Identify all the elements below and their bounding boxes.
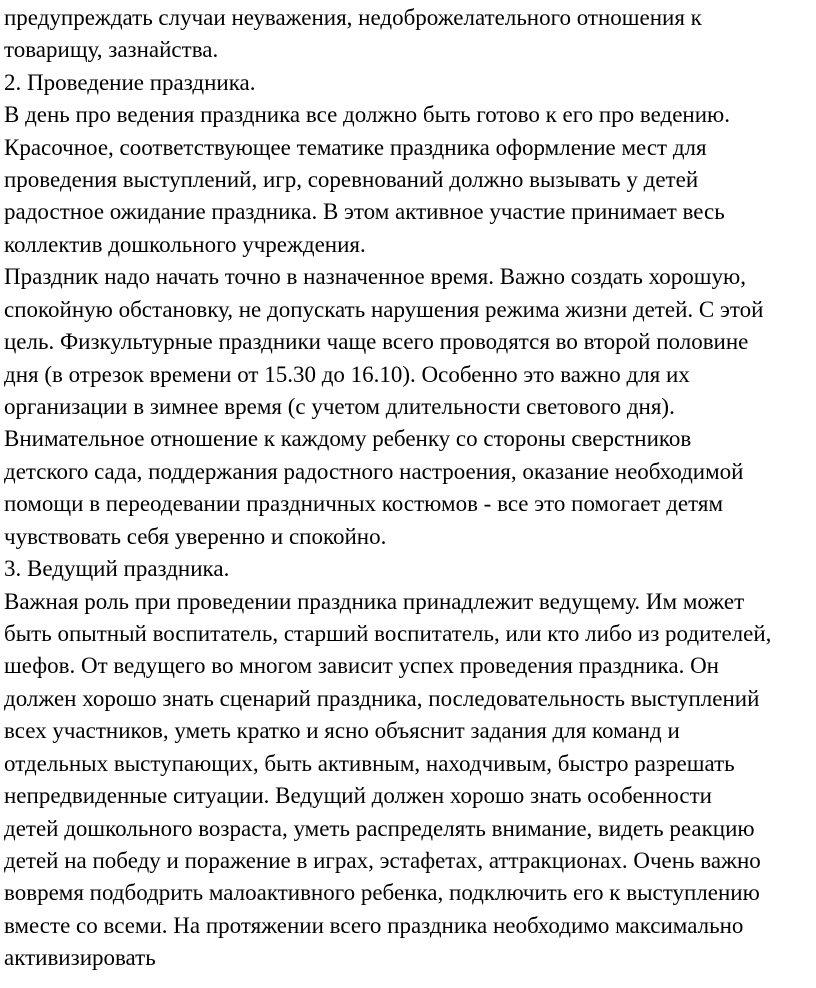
text-line: коллектив дошкольного учреждения.: [4, 232, 366, 257]
text-line: проведения выступлений, игр, соревнований должно вызывать у детей: [4, 167, 699, 192]
text-line: помощи в переодевании праздничных костюмов - все это помогает детям: [4, 491, 724, 516]
text-line: детей дошкольного возраста, уметь распределять внимание, видеть реакцию: [4, 816, 755, 841]
section-heading: 2. Проведение праздника.: [4, 70, 256, 95]
text-line: шефов. От ведущего во многом зависит успех проведения праздника. Он: [4, 653, 719, 678]
text-line: Праздник надо начать точно в назначенное время. Важно создать хорошую,: [4, 264, 746, 289]
text-line: всех участников, уметь кратко и ясно объяснит задания для команд и: [4, 718, 680, 743]
text-line: вместе со всеми. На протяжении всего праздника необходимо максимально: [4, 913, 744, 938]
text-line: товарищу, зазнайства.: [4, 37, 219, 62]
text-line: непредвиденные ситуации. Ведущий должен хорошо знать особенности: [4, 783, 712, 808]
text-line: должен хорошо знать сценарий праздника, последовательность выступлений: [4, 686, 760, 711]
text-line: активизировать: [4, 945, 156, 970]
text-line: радостное ожидание праздника. В этом активное участие принимает весь: [4, 199, 725, 224]
text-line: спокойную обстановку, не допускать нарушения режима жизни детей. С этой: [4, 297, 764, 322]
text-line: быть опытный воспитатель, старший воспитатель, или кто либо из родителей,: [4, 621, 772, 646]
text-line: вовремя подбодрить малоактивного ребенка, подключить его к выступлению: [4, 880, 760, 905]
text-line: чувствовать себя уверенно и спокойно.: [4, 524, 387, 549]
text-line: дня (в отрезок времени от 15.30 до 16.10). Особенно это важно для их: [4, 362, 690, 387]
text-line: детей на победу и поражение в играх, эстафетах, аттракционах. Очень важно: [4, 848, 761, 873]
document-page: [4, 0, 816, 988]
section-heading: 3. Ведущий праздника.: [4, 556, 230, 581]
text-line: организации в зимнее время (с учетом длительности светового дня).: [4, 394, 675, 419]
text-line: Красочное, соответствующее тематике праздника оформление мест для: [4, 135, 707, 160]
text-line: детского сада, поддержания радостного настроения, оказание необходимой: [4, 459, 744, 484]
text-line: цель. Физкультурные праздники чаще всего проводятся во второй половине: [4, 329, 749, 354]
text-line: В день про ведения праздника все должно быть готово к его про ведению.: [4, 102, 730, 127]
text-line: Внимательное отношение к каждому ребенку со стороны сверстников: [4, 426, 692, 451]
text-line: Важная роль при проведении праздника принадлежит ведущему. Им может: [4, 589, 745, 614]
text-line: отдельных выступающих, быть активным, находчивым, быстро разрешать: [4, 751, 735, 776]
text-line: предупреждать случаи неуважения, недоброжелательного отношения к: [4, 5, 702, 30]
